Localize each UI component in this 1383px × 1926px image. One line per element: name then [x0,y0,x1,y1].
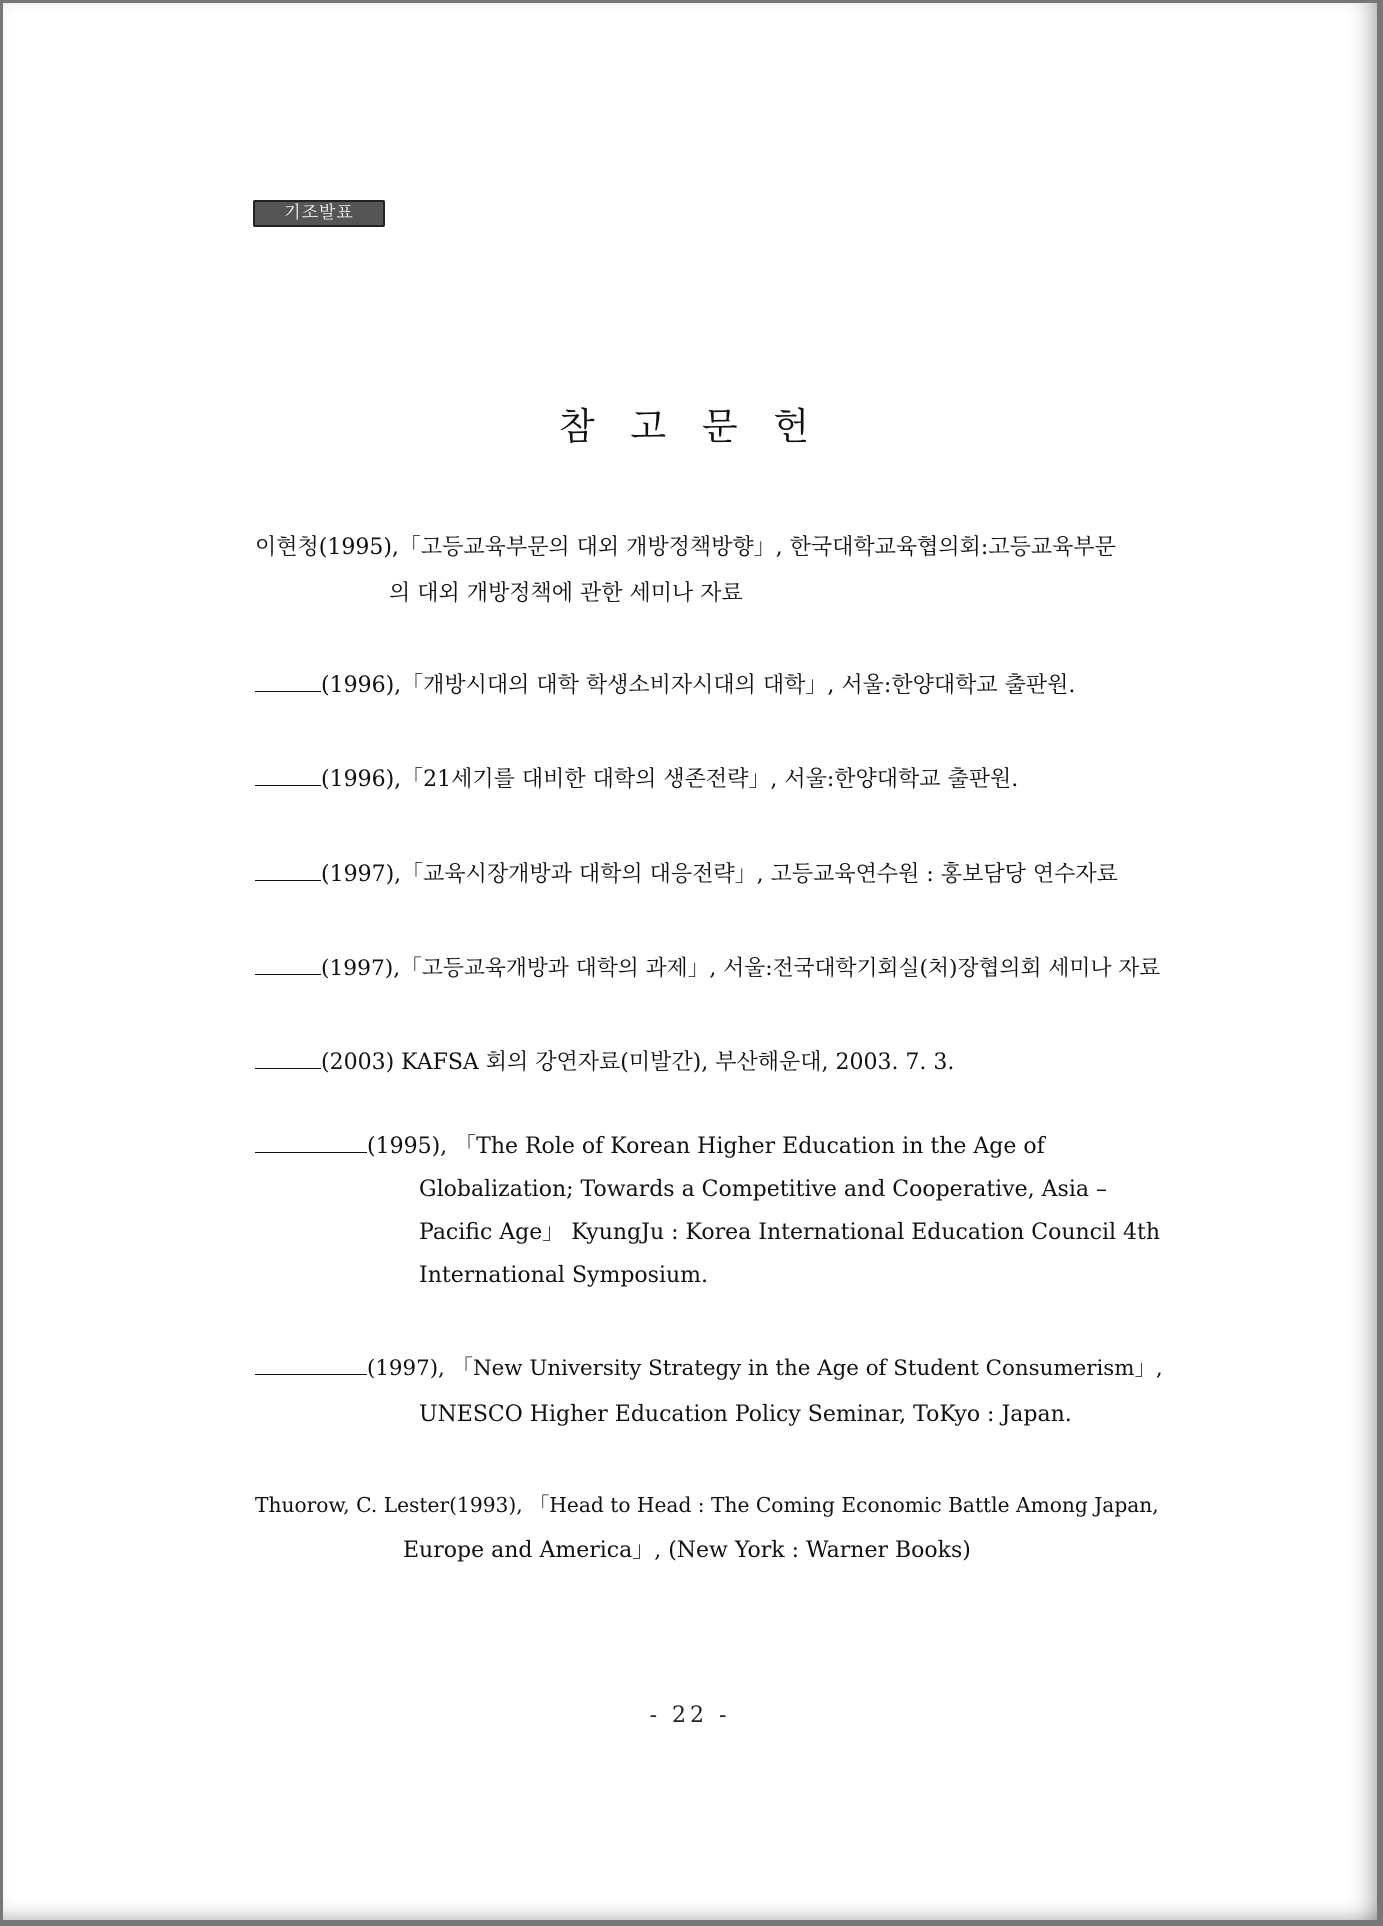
reference-entry [255,852,1160,898]
author-repeat-line [255,785,321,786]
author-repeat-line [255,1152,367,1153]
author-repeat-line [255,1374,367,1375]
author-repeat-line [255,974,321,975]
reference-entry [255,946,1160,992]
section-tag: 기조발표 [253,200,385,227]
reference-text: (1996),「개방시대의 대학 학생소비자시대의 대학」, 서울:한양대학교 출판원. [321,673,1076,698]
reference-entry [255,1346,1163,1438]
reference-entry [255,757,1160,803]
reference-text: (2003) KAFSA 회의 강연자료(미발간), 부산해운대, 2003. 7. 3. [321,1050,955,1075]
reference-line: Europe and America」, (New York : Warner Books) [403,1538,971,1563]
page-title: 참 고 문 헌 [558,405,822,448]
reference-text: (1996),「21세기를 대비한 대학의 생존전략」, 서울:한양대학교 출판원. [321,767,1019,792]
author-repeat-line [255,1068,321,1069]
reference-line: (1997), 「New University Strategy in the Age of Student Consumerism」, [367,1356,1163,1381]
reference-text: (1997),「교육시장개방과 대학의 대응전략」, 고등교육연수원 : 홍보담당 연수자료 [321,862,1118,887]
author-repeat-line [255,880,321,881]
reference-entry [255,525,1160,617]
reference-entry [255,663,1160,709]
reference-entry [255,1125,1160,1297]
page-number: - 22 - [649,1703,731,1728]
reference-text: (1997),「고등교육개방과 대학의 과제」, 서울:전국대학기회실(처)장협의회 세미나 자료 [321,956,1161,981]
reference-line: Globalization; Towards a Competitive and Cooperative, Asia – [419,1177,1107,1202]
reference-line: Pacific Age」 KyungJu : Korea International Education Council 4th [419,1220,1161,1245]
reference-line: (1995), 「The Role of Korean Higher Education in the Age of [367,1134,1045,1159]
author-repeat-line [255,691,321,692]
reference-entry [255,1040,1160,1086]
reference-line: 의 대외 개방정책에 관한 세미나 자료 [389,581,743,606]
reference-line: 이현청(1995),「고등교육부문의 대외 개방정책방향」, 한국대학교육협의회:고등교육부문 [255,535,1116,560]
reference-line: Thuorow, C. Lester(1993), 「Head to Head : The Coming Economic Battle Among Japan, [255,1493,1159,1517]
reference-line: UNESCO Higher Education Policy Seminar, ToKyo : Japan. [419,1402,1072,1427]
reference-entry [255,1482,1160,1574]
reference-line: International Symposium. [419,1263,708,1288]
